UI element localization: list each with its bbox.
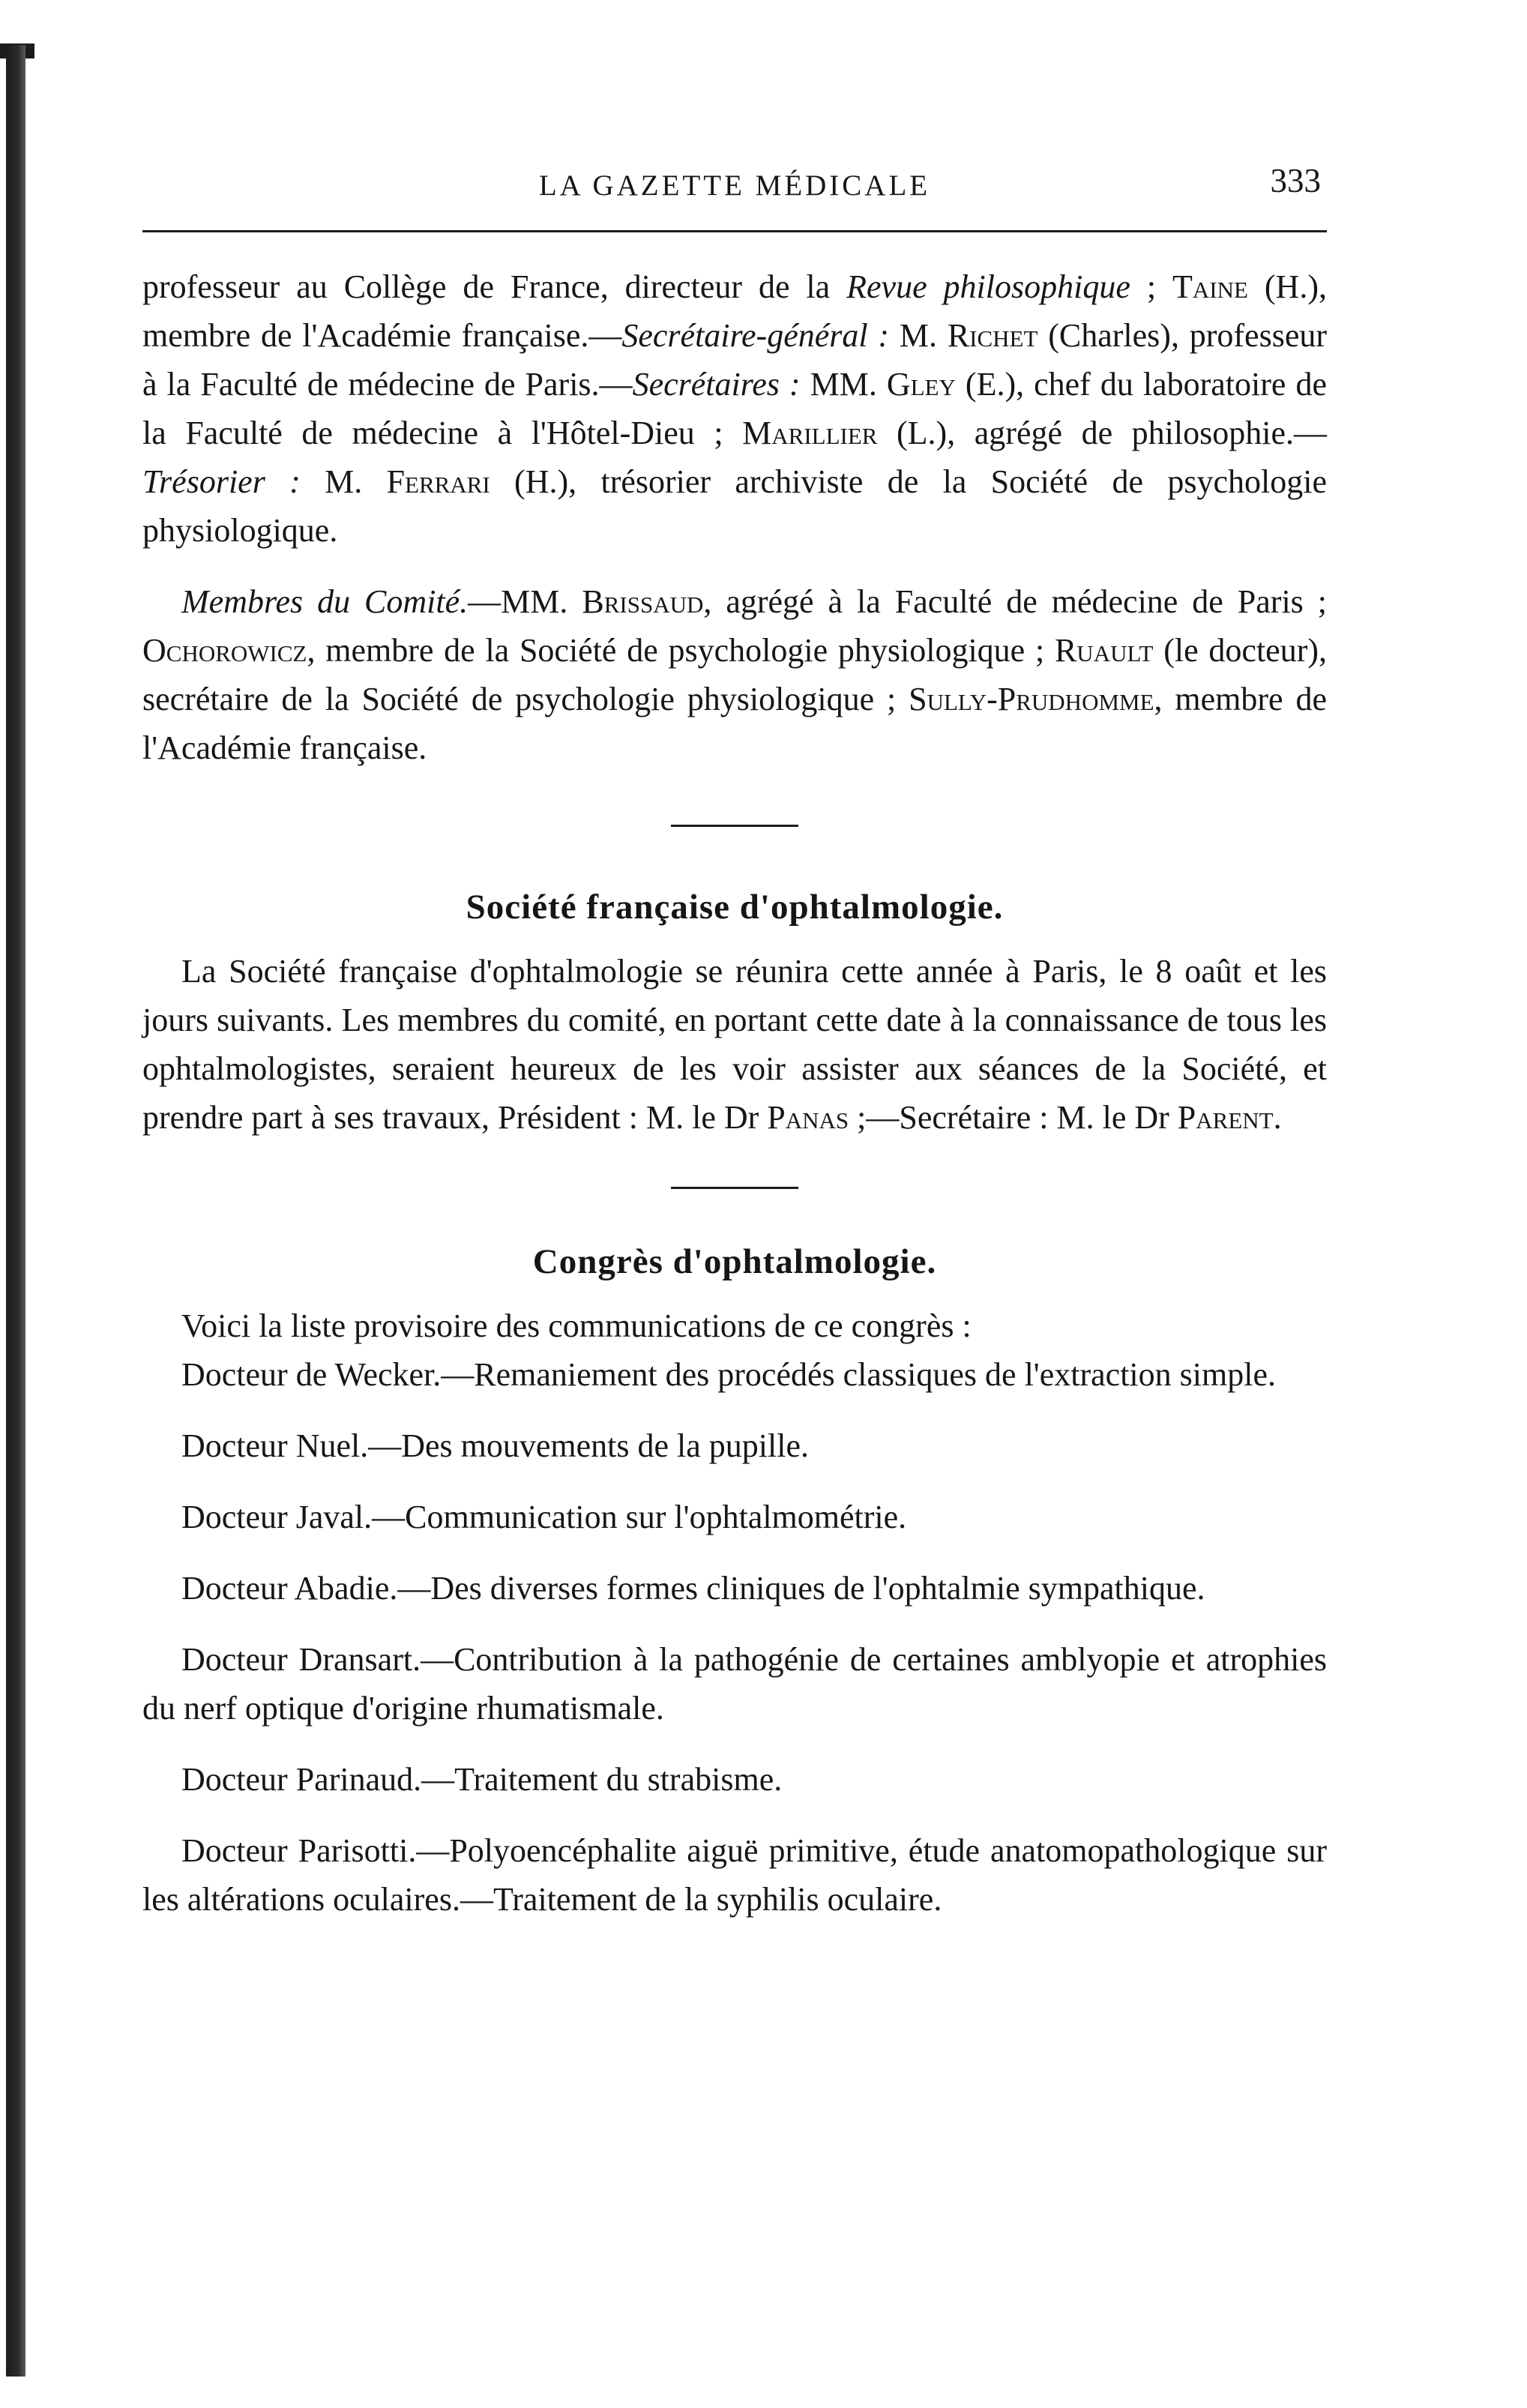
text: (H.), membre de l'Académie française.—	[142, 268, 1327, 354]
communication-item: Docteur Dransart.—Contribution à la pathogénie de certaines amblyopie et atrophies du nerf optique d'origine rhumatismale.	[142, 1641, 1327, 1727]
text: professeur au Collège de France, directeur de la	[142, 268, 847, 305]
role-label: Secrétaire-général :	[621, 317, 890, 354]
running-title: LA GAZETTE MÉDICALE	[538, 169, 931, 202]
person-name: Marillier	[742, 415, 878, 451]
role-label: Membres du Comité.	[181, 583, 469, 620]
person-name: Parent	[1177, 1099, 1274, 1136]
page-number: 333	[1270, 162, 1321, 199]
person-name: Ochorowicz	[142, 632, 307, 669]
text: (Charles), professeur à la Faculté de médecine de Paris.—	[142, 317, 1328, 403]
communication-item: Docteur Nuel.—Des mouvements de la pupille.	[181, 1427, 810, 1464]
person-name: Brissaud	[582, 583, 704, 620]
communication-item: Docteur Abadie.—Des diverses formes cliniques de l'ophtalmie sympathique.	[181, 1570, 1205, 1607]
committee-officers-paragraph	[142, 262, 1327, 555]
binding-edge	[6, 45, 25, 2377]
communication-item: Docteur de Wecker.—Remaniement des procédés classiques de l'extraction simple.	[181, 1356, 1276, 1393]
text: (L.), agrégé de philosophie.—	[877, 415, 1327, 451]
societe-paragraph	[142, 947, 1327, 1142]
role-label: Secrétaires :	[632, 366, 801, 403]
text: (H.), trésorier archiviste de la Société de psychologie physiologique.	[142, 463, 1327, 549]
section-divider	[671, 1187, 798, 1189]
text: La Société française d'ophtalmologie se réunira cette année à Paris, le 8 oaût et les jours suivants. Les membres du comité, en portant cette date à la connaissance de tous les ophtalmologistes, seraient heureux de les voir assister aux séances de la Société, et prendre part à ses travaux, Président : M. le Dr	[142, 953, 1327, 1136]
person-name: Ferrari	[386, 463, 490, 500]
section-heading-societe: Société française d'ophtalmologie.	[466, 888, 1004, 927]
person-name: Richet	[947, 317, 1038, 354]
person-name: Taine	[1172, 268, 1248, 305]
section-heading-congres: Congrès d'ophtalmologie.	[532, 1242, 937, 1281]
communications-list	[142, 1350, 1327, 1924]
text: —MM.	[468, 583, 582, 620]
header-rule	[142, 230, 1327, 232]
congres-intro: Voici la liste provisoire des communications de ce congrès :	[181, 1307, 972, 1344]
communication-item: Docteur Javal.—Communication sur l'ophtalmométrie.	[181, 1499, 907, 1535]
communication-item: Docteur Parinaud.—Traitement du strabisme.	[181, 1761, 783, 1798]
page	[142, 161, 1327, 1924]
text: (le docteur), secrétaire de la Société de psychologie physiologique ;	[142, 632, 1327, 717]
text: MM.	[800, 366, 887, 403]
text: , membre de l'Académie française.	[142, 681, 1327, 766]
section-divider	[671, 825, 798, 827]
text: ;	[1130, 268, 1173, 305]
text: M.	[889, 317, 948, 354]
communication-item: Docteur Parisotti.—Polyoencéphalite aiguë primitive, étude anatomopathologique sur les altérations oculaires.—Traitement de la syphilis oculaire.	[142, 1832, 1327, 1918]
text: ;—Secrétaire : M. le Dr	[849, 1099, 1178, 1136]
text: (E.), chef du laboratoire de la Faculté de médecine à l'Hôtel-Dieu ;	[142, 366, 1327, 451]
person-name: Gley	[886, 366, 956, 403]
person-name: Ruault	[1054, 632, 1154, 669]
text: , membre de la Société de psychologie physiologique ;	[307, 632, 1055, 669]
role-label: Trésorier :	[142, 463, 301, 500]
person-name: Sully-Prudhomme	[909, 681, 1154, 717]
running-head	[142, 161, 1327, 206]
person-name: Panas	[767, 1099, 849, 1136]
text: , agrégé à la Faculté de médecine de Paris ;	[703, 583, 1327, 620]
journal-title: Revue philosophique	[846, 268, 1130, 305]
text: M.	[300, 463, 387, 500]
committee-members-paragraph	[142, 577, 1327, 772]
text: .	[1273, 1099, 1282, 1136]
